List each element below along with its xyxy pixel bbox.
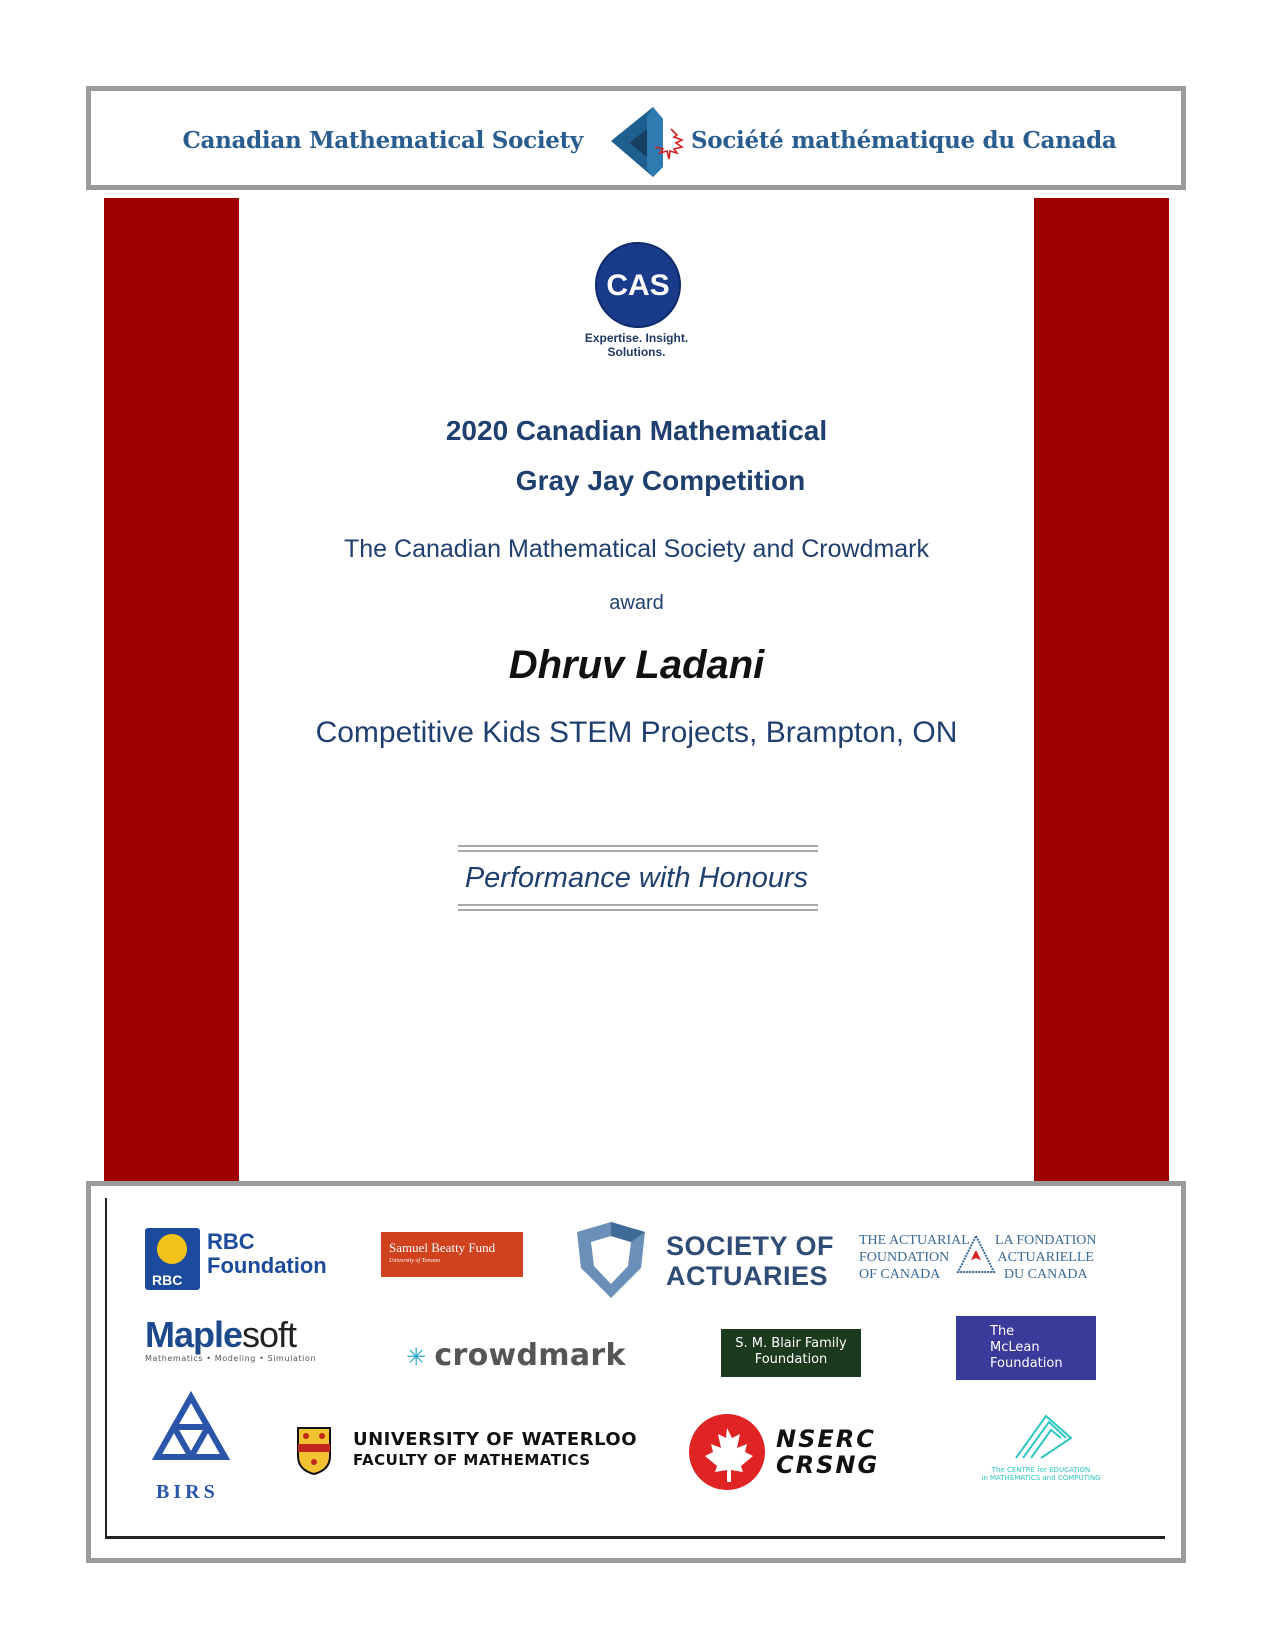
nserc-line2: CRSNG	[776, 1451, 880, 1479]
actuarial-foundation-fr	[995, 1232, 1097, 1283]
nserc-name	[776, 1426, 879, 1478]
maplesoft-tagline: Mathematics • Modeling • Simulation	[145, 1354, 317, 1363]
rbc-foundation-name	[207, 1230, 327, 1278]
soa-shield-icon	[571, 1218, 651, 1302]
competition-title	[239, 406, 1034, 506]
left-red-band	[104, 198, 239, 1181]
blair-line2: Foundation	[754, 1352, 828, 1367]
recipient-name: Dhruv Ladani	[508, 643, 765, 687]
beatty-subtitle: University of Toronto	[389, 1258, 441, 1264]
actuarial-foundation-en	[859, 1232, 970, 1283]
cas-tagline	[239, 331, 1034, 359]
competition-title-line1: 2020 Canadian Mathematical	[445, 415, 828, 446]
rbc-lion-icon	[157, 1234, 187, 1264]
crowdmark-burst-icon: ✳	[406, 1343, 427, 1371]
crowdmark-name: crowdmark	[434, 1338, 626, 1373]
nserc-line1: NSERC	[776, 1425, 876, 1453]
birs-logo	[146, 1391, 236, 1501]
mclean-line3: Foundation	[990, 1356, 1063, 1371]
blair-line1: S. M. Blair Family	[735, 1336, 847, 1351]
soa-name	[666, 1231, 834, 1291]
award-word: award	[609, 592, 664, 614]
rbc-badge-text: RBC	[152, 1272, 183, 1288]
afc-en-line3: OF CANADA	[859, 1267, 941, 1282]
uw-line2: FACULTY OF MATHEMATICS	[353, 1451, 591, 1469]
maplesoft-name-a: Maple	[145, 1314, 243, 1355]
cas-tagline-line2: Solutions.	[607, 345, 666, 359]
cemc-line2: in MATHEMATICS and COMPUTING	[981, 1474, 1101, 1482]
afc-fr-line2: ACTUARIELLE	[997, 1250, 1094, 1265]
cms-french-name: Société mathématique du Canada	[691, 127, 1117, 154]
cemc-line1: The CENTRE for EDUCATION	[991, 1466, 1091, 1474]
beatty-name: Samuel Beatty Fund	[389, 1240, 496, 1255]
maplesoft-logo	[145, 1316, 325, 1363]
samuel-beatty-fund-logo	[381, 1232, 523, 1277]
uw-line1: UNIVERSITY OF WATERLOO	[353, 1429, 638, 1450]
honour-rule-bottom	[458, 904, 818, 911]
honour-level: Performance with Honours	[464, 862, 809, 894]
afc-en-line2: FOUNDATION	[859, 1250, 950, 1265]
mclean-foundation-logo	[956, 1316, 1096, 1380]
rbc-logo-icon	[145, 1228, 200, 1290]
rbc-name-line2: Foundation	[207, 1253, 327, 1278]
right-red-band	[1034, 198, 1169, 1181]
crowdmark-logo	[406, 1338, 626, 1373]
soa-name-line1: SOCIETY OF	[666, 1231, 835, 1261]
uw-faculty-name	[353, 1430, 637, 1470]
mclean-line1: The	[990, 1324, 1015, 1339]
recipient-school: Competitive Kids STEM Projects, Brampton, ON	[315, 716, 958, 749]
sponsors-panel	[86, 1181, 1186, 1563]
cas-logo-icon	[593, 240, 683, 330]
afc-fr-line3: DU CANADA	[1003, 1267, 1088, 1282]
nserc-maple-leaf-icon	[689, 1414, 765, 1490]
maplesoft-name-b: soft	[242, 1314, 297, 1355]
presenters-text: The Canadian Mathematical Society and Crowdmark	[344, 535, 929, 563]
birs-triangles-icon	[146, 1391, 236, 1479]
sponsor-divider-bottom	[105, 1536, 1165, 1539]
soa-name-line2: ACTUARIES	[666, 1261, 829, 1291]
honour-rule-top	[458, 845, 818, 852]
mclean-line2: McLean	[990, 1340, 1040, 1355]
cms-logo-icon	[601, 99, 701, 183]
cas-logo-text: CAS	[606, 269, 670, 302]
sponsor-divider-left	[105, 1198, 107, 1538]
cas-tagline-line1: Expertise. Insight.	[584, 331, 689, 345]
afc-en-line1: THE ACTUARIAL	[859, 1233, 970, 1248]
cemc-logo	[971, 1408, 1106, 1488]
actuarial-triangle-icon	[956, 1234, 996, 1274]
birs-name: BIRS	[156, 1481, 219, 1503]
cms-header-banner	[86, 86, 1186, 190]
rbc-name-line1: RBC	[207, 1229, 255, 1254]
uw-crest-icon	[296, 1426, 332, 1476]
cemc-icon	[971, 1408, 1106, 1464]
competition-title-line2: Gray Jay Competition	[515, 465, 806, 496]
afc-fr-line1: LA FONDATION	[995, 1233, 1097, 1248]
sm-blair-foundation-logo	[721, 1329, 861, 1377]
cms-english-name: Canadian Mathematical Society	[182, 127, 583, 154]
